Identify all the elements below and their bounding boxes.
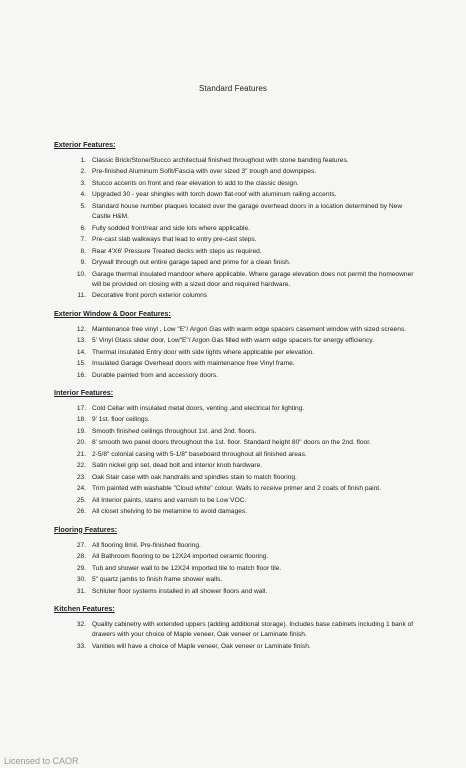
feature-item bbox=[54, 587, 416, 597]
feature-item bbox=[54, 202, 416, 223]
feature-text: Vanities will have a choice of Maple veneer, Oak veneer or Laminate finish. bbox=[92, 642, 311, 650]
feature-item bbox=[54, 224, 416, 234]
feature-number: 28. bbox=[76, 553, 86, 561]
feature-item bbox=[54, 167, 416, 177]
feature-text: Drywall through out entire garage taped and prime for a clean finish. bbox=[92, 259, 291, 267]
feature-number: 16. bbox=[76, 371, 86, 379]
features-content bbox=[54, 140, 416, 659]
feature-number: 20. bbox=[76, 439, 86, 447]
feature-number: 23. bbox=[76, 473, 86, 481]
feature-number: 18. bbox=[76, 416, 86, 424]
feature-text: All closet shelving to be melamine to avoid damages. bbox=[92, 508, 248, 516]
feature-item bbox=[54, 552, 416, 562]
section-heading: Interior Features: bbox=[54, 387, 114, 397]
feature-text: Oak Stair case with oak handrails and spindles stain to match flooring. bbox=[92, 473, 297, 481]
section-heading: Kitchen Features: bbox=[54, 603, 115, 613]
feature-number: 26. bbox=[76, 508, 86, 516]
feature-text: Standard house number plaques located over the garage overhead doors in a location determined by New Castle H&M. bbox=[92, 202, 403, 221]
feature-section bbox=[54, 525, 416, 597]
feature-item bbox=[54, 642, 416, 652]
feature-text: Cold Cellar with insulated metal doors, venting ,and electrical for lighting. bbox=[92, 404, 305, 412]
feature-text: Thermal insulated Entry door with side lights where applicable per elevation. bbox=[92, 348, 315, 356]
feature-number: 8. bbox=[80, 247, 86, 255]
feature-item bbox=[54, 336, 416, 346]
feature-number: 9. bbox=[80, 259, 86, 267]
license-watermark: Licensed to CAOR bbox=[4, 756, 79, 766]
document-title: Standard Features bbox=[199, 84, 267, 93]
feature-number: 32. bbox=[76, 620, 86, 628]
feature-item bbox=[54, 438, 416, 448]
feature-number: 15. bbox=[76, 360, 86, 368]
feature-number: 31. bbox=[76, 587, 86, 595]
feature-item bbox=[54, 496, 416, 506]
feature-text: Pre-finished Aluminum Sofit/Fascia with over sized 3" trough and downpipes. bbox=[92, 168, 317, 176]
feature-text: All flooring 8mil. Pre-finished flooring. bbox=[92, 541, 201, 549]
feature-item bbox=[54, 179, 416, 189]
feature-number: 22. bbox=[76, 462, 86, 470]
feature-number: 3. bbox=[80, 179, 86, 187]
feature-list bbox=[54, 541, 416, 597]
feature-number: 5. bbox=[80, 202, 86, 210]
feature-number: 25. bbox=[76, 496, 86, 504]
feature-number: 29. bbox=[76, 564, 86, 572]
feature-number: 17. bbox=[76, 404, 86, 412]
feature-number: 21. bbox=[76, 450, 86, 458]
feature-item bbox=[54, 156, 416, 166]
feature-text: 5" quartz jambs to finish frame shower walls. bbox=[92, 576, 223, 584]
feature-item bbox=[54, 291, 416, 301]
feature-item bbox=[54, 484, 416, 494]
feature-section bbox=[54, 309, 416, 381]
feature-item bbox=[54, 620, 416, 641]
feature-section bbox=[54, 388, 416, 518]
feature-item bbox=[54, 461, 416, 471]
feature-item bbox=[54, 190, 416, 200]
feature-number: 10. bbox=[76, 270, 86, 278]
feature-text: 2-5/8" colonial casing with 5-1/8" baseboard throughout all finished areas. bbox=[92, 450, 307, 458]
feature-text: Classic Brick/Stone/Stucco architectual finished throughout with stone banding features. bbox=[92, 157, 349, 164]
feature-section bbox=[54, 140, 416, 302]
feature-item bbox=[54, 235, 416, 245]
feature-text: Rear 4'X6' Pressure Treated decks with steps as required. bbox=[92, 247, 262, 255]
feature-text: Satin nickel grip set, dead bolt and interior knob hardware. bbox=[92, 462, 263, 470]
feature-text: Pre-cast slab walkways that lead to entry pre-cast steps. bbox=[92, 236, 257, 244]
feature-text: Schluter floor systems installed in all shower floors and wall. bbox=[92, 587, 268, 595]
feature-number: 1. bbox=[80, 157, 86, 164]
feature-item bbox=[54, 450, 416, 460]
feature-number: 24. bbox=[76, 485, 86, 493]
feature-text: All Interior paints, stains and varnish to be Low VOC. bbox=[92, 496, 247, 504]
feature-item bbox=[54, 270, 416, 291]
section-heading: Exterior Features: bbox=[54, 140, 116, 149]
feature-number: 6. bbox=[80, 224, 86, 232]
feature-text: Decorative front porch exterior columns bbox=[92, 292, 208, 300]
feature-number: 13. bbox=[76, 337, 86, 345]
feature-item bbox=[54, 473, 416, 483]
feature-number: 2. bbox=[80, 168, 86, 176]
feature-item bbox=[54, 371, 416, 381]
feature-item bbox=[54, 415, 416, 425]
feature-list bbox=[54, 620, 416, 652]
feature-item bbox=[54, 359, 416, 369]
feature-list bbox=[54, 325, 416, 381]
feature-item bbox=[54, 564, 416, 574]
feature-item bbox=[54, 427, 416, 437]
feature-text: 9' 1st. floor ceilings. bbox=[92, 416, 150, 424]
feature-text: 8' smooth two panel doors throughout the 1st. floor. Standard height 80" doors on the 2nd. floor. bbox=[92, 439, 371, 447]
feature-number: 30. bbox=[76, 576, 86, 584]
feature-text: Garage thermal insulated mandoor where applicable. Where garage elevation does not permit the homeowner will be provided on closing with a sized door and required hardware. bbox=[92, 270, 414, 288]
feature-number: 11. bbox=[77, 292, 86, 300]
feature-item bbox=[54, 541, 416, 551]
feature-text: Trim painted with washable "Cloud white" colour. Walls to receive primer and 2 coats of finish paint. bbox=[92, 485, 381, 493]
feature-text: Maintenance free vinyl , Low "E"/ Argon Gas with warm edge spacers casement window with sized screens. bbox=[92, 325, 406, 333]
feature-number: 33. bbox=[76, 642, 86, 650]
feature-text: Quality cabinetry with extended uppers (adding additional storage). Includes base cabinets including 1 bank of drawers with your choice of Maple veneer, Oak veneer or Laminate finish. bbox=[92, 620, 414, 639]
section-heading: Flooring Features: bbox=[54, 524, 118, 534]
feature-item bbox=[54, 348, 416, 358]
feature-text: Smooth finished ceilings throughout 1st. and 2nd. floors. bbox=[92, 427, 257, 435]
feature-item bbox=[54, 507, 416, 517]
feature-number: 12. bbox=[76, 325, 86, 333]
feature-number: 27. bbox=[76, 541, 86, 549]
feature-item bbox=[54, 247, 416, 257]
feature-number: 14. bbox=[76, 348, 86, 356]
feature-text: Stucco accents on front and rear elevation to add to the classic design. bbox=[92, 179, 299, 187]
feature-item bbox=[54, 325, 416, 335]
feature-list bbox=[54, 156, 416, 302]
feature-text: Durable painted from and accessory doors. bbox=[92, 371, 219, 379]
feature-list bbox=[54, 404, 416, 518]
feature-number: 7. bbox=[80, 236, 86, 244]
feature-text: Insulated Garage Overhead doors with maintenance free Vinyl frame. bbox=[92, 360, 295, 368]
feature-item bbox=[54, 404, 416, 414]
section-heading: Exterior Window & Door Features: bbox=[54, 308, 171, 318]
feature-text: Upgraded 30 - year shingles with torch down flat-roof with aluminum railing accents. bbox=[92, 191, 337, 199]
feature-text: Tub and shower wall to be 12X24 imported tile to match floor tile. bbox=[92, 564, 282, 572]
feature-section bbox=[54, 604, 416, 652]
feature-text: 5' Vinyl Glass slider door, Low"E"/ Argon Gas filled with warm edge spacers for energy efficiency. bbox=[92, 337, 374, 345]
feature-number: 4. bbox=[80, 191, 86, 199]
feature-text: Fully sodded front/rear and side lots where applicable. bbox=[92, 224, 250, 232]
feature-item bbox=[54, 575, 416, 585]
feature-text: All Bathroom flooring to be 12X24 imported ceramic flooring. bbox=[92, 553, 269, 561]
feature-item bbox=[54, 258, 416, 268]
feature-number: 19. bbox=[76, 427, 86, 435]
